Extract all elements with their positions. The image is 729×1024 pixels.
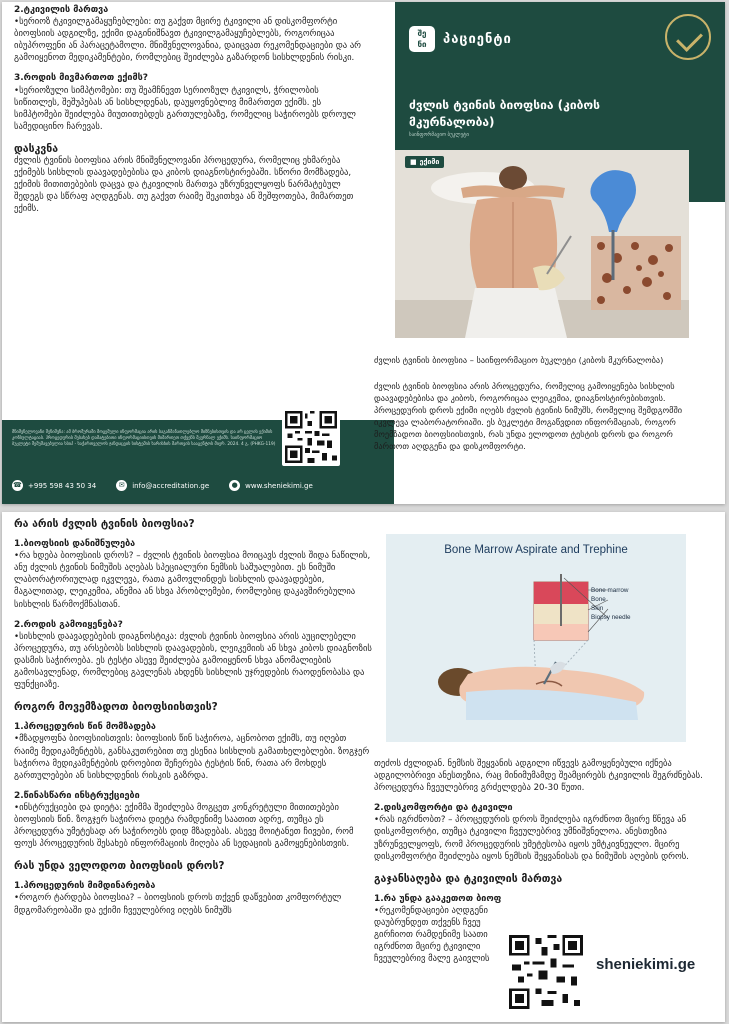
legal-notice: მნიშვნელოვანი შენიშვნა: ამ ბროშურაში მოცემული ინფორმაცია არის საგანმანათლებლო მიზნებისთვის და არ ცვლის ექიმის კონსულტაციას. პროცედურის შესახებ დამატებითი ინფორმაციისთვის მიმართეთ თქვენს მკურნალ ექიმს. საინფორმაციო ბუკლეტი შემუშავებულია სსიპ - საქართველოს ჯანდაცვის სისტემის ხარისხის მართვის სააგენტოს მიერ. 2024. 4 გ. (PHKG-119): [12, 430, 276, 447]
s1-left-column: [14, 4, 364, 216]
heading: დასკვნა: [14, 142, 59, 155]
paragraph: თეძოს ძვლიდან. ნემსის შეყვანის ადგილი იწვევს გამოყენებული იქნება ადგილობრივი ანესთეზია, რაც მინიმუმამდე შეამცირებს ტკივილის შეგრძნებას. პროცედურა ჩვეულებრივ გრძელდება 20-30 წუთი.: [374, 759, 703, 794]
bone-marrow-diagram: [386, 534, 686, 742]
brochure-subtitle: საინფორმაციო ბუკლეტი: [409, 132, 469, 138]
location-pin-icon: ●: [229, 480, 240, 491]
email-item[interactable]: [116, 480, 209, 491]
logo-mark-icon: ■: [410, 158, 417, 166]
phone-icon: ☎: [13, 481, 22, 489]
heading: 1.ბიოფსიის დანიშნულება: [14, 539, 136, 550]
email-address: info@accreditation.ge: [132, 481, 210, 490]
website-url: www.sheniekimi.ge: [245, 481, 313, 490]
watermark-qr-code[interactable]: [506, 932, 586, 1012]
diagram-labels: [591, 586, 631, 622]
paragraph: ძვლის ტვინის ბიოფსია არის პროცედურა, რომელიც გამოიყენება სისხლის დაავადებებისა და კიბოს, როგორიცაა ლეიკემია, დიაგნოსტირებისთვის. პროცედურის დროს ექიმი იღებს ძვლის ტვინის ნიმუშს, რომელიც შემდგომში იკვლევა ლაბორატორიაში. ეს ბუკლეტი მოგაწვდით ინფორმაციას, როგორ მოემზადოთ ბიოფსიისთვის, რას უნდა ელოდოთ ტესტის დროს და როგორ მართოთ აღდგენა და დისკომფორტი.: [374, 381, 683, 451]
heading: როგორ მოვემზადოთ ბიოფსიისთვის?: [14, 701, 218, 714]
doctor-badge: [405, 156, 444, 168]
paragraph: •რეკომენდაციები აღდგენი დაუბრუნდეთ თქვენს ჩვეუ გირჩიოთ რამდენიმე საათი იგრძნოთ მცირე ტკივილი ჩვეულებრივ მალე გაივლის: [374, 905, 490, 965]
doctor-badge-label: ექიმი: [419, 158, 440, 166]
agency-emblem-icon: [665, 14, 711, 60]
paragraph: •ინსტრუქციები და დიეტა: ექიმმა შეიძლება მოგცეთ კონკრეტული მითითებები ბიოფსიის წინ. ზოგჯერ საჭიროა დიეტა რამდენიმე საათით ადრე, თუმცა ეს პროცედურა უმეტესად არ საჭიროებს დიდ მზადებას. ასევე მოიტანეთ ჩივები, რომ ფოუს პროცედურის შესახებ ინფორმაციის მიღება ან სედაციის გამოყენებისთვის.: [14, 802, 354, 850]
heading: 1.პროცედურის მიმდინარეობა: [14, 881, 156, 892]
heading: 1.რა უნდა გააკეთოთ ბიოფ: [374, 893, 502, 904]
paragraph: •როგორ ტარდება ბიოფსია? – ბიოფსიის დროს თქვენ დაწვებით კომფორტულ მდგომარეობაში და ექიმი ჩვეულებრივ იღებს ნიმუშს: [14, 893, 342, 916]
heading: გაჯანსაღება და ტკივილის მართვა: [374, 872, 563, 885]
biopsy-illustration: [395, 150, 689, 338]
heading: 3.როდის მივმართოთ ექიმს?: [14, 73, 148, 84]
label-bone-marrow: Bone marrow: [591, 587, 629, 594]
contact-row: [12, 480, 313, 491]
phone-number: +995 598 43 50 34: [28, 481, 97, 490]
heading: 2.ტკივილის მართვა: [14, 5, 109, 15]
paragraph: •სისხლის დაავადებების დიაგნოსტიკა: ძვლის ტვინის ბიოფსია არის აუცილებელი პროცედურა, თუ არსებობს სისხლის დაავადების, ლეიკემიის ან სხვა კიბოს დიაგნოზის დასმის საჭიროება. ეს ტესტი ასევე შეიძლება გამოიყენონ სხვა ანომალიების გამოსავლენად, რომლებიც გავლენას ახდენს სისხლის უჯრედების რაოდენობასა და ფუნქციაზე.: [14, 631, 372, 691]
heading: 2.წინასწარი ინსტრუქციები: [14, 790, 140, 801]
patient-back-illustration: [395, 150, 689, 338]
paragraph: •სერიოზული სიმპტომები: თუ შეამჩნევთ სერიოზულ ტკივილს, ჭრილობის სიწითლეს, შეშუპებას ან სისხლდენას, დაუყოვნებლივ მიმართეთ ექიმს. ეს სიმპტომები შეიძლება მიუთითებდეს გართულებაზე, რომელიც საჭიროებს დროულ სამედიცინო ჩარევას.: [14, 85, 356, 132]
brochure-outer-side: [2, 2, 725, 504]
website-item[interactable]: [229, 480, 313, 491]
heading: 1.პროცედურის წინ მომზადება: [14, 722, 156, 733]
paragraph: •სერიოზ ტკივილგამაყუჩებლები: თუ გაქვთ მცირე ტკივილი ან დისკომფორტი ბიოფსიის ადგილზე, ექიმი დაგინიშნავთ ტკივილგამაყუჩებლებს, როგორიცაა იბუპროფენი ან პარაცეტამოლი. მნიშვნელოვანია, დაიცვათ რეკომენდაციები და არ გამოიყენოთ მედიკამენტები, რომლებიც შეიძლება გაზარდონ სისხლდენის რისკი.: [14, 17, 362, 64]
paragraph: ძვლის ტვინის ბიოფსია არის მნიშვნელოვანი პროცედურა, რომელიც ეხმარება ექიმებს სისხლის დაავადებებისა და კიბოს დიაგნოსტირებაში. სწორი მომზადება, ექიმის მითითებების დაცვა და ტკივილის მართვა უზრუნველყოფს ნარმატებულ შედეგს და სწრაფ აღდგენას. თუ გაქვთ რაიმე შეკითხვა ან შეშფოთება, მიმართეთ ექიმს.: [14, 156, 354, 215]
paragraph: ძვლის ტვინის ბიოფსია – საინფორმაციო ბუკლეტი (კიბოს მკურნალობა): [374, 355, 664, 365]
logo-mark: შე ნი: [409, 26, 435, 52]
brochure-inner-side: [2, 512, 725, 1022]
qr-code[interactable]: [282, 408, 340, 466]
brand-name: პაციენტი: [443, 31, 512, 47]
paragraph: •რა ხდება ბიოფსიის დროს? – ძვლის ტვინის ბიოფსია მოიცავს ძვლის შიდა ნაწილის, ანუ ძვლის ტვინის ნიმუშის აღებას სპეციალური ნემსის საშუალებით. ეს ნიმუში ლაბორატორიულად იკვლევა, რათა გამოვლინდეს სისხლის დაავადებები, მაგალითად, ლეიკემია, ანემია ან სხვა პრობლემები, რომლებიც დაკავშირებულია სისხლის წარმოქმნასთან.: [14, 551, 371, 610]
contact-footer: [2, 420, 394, 504]
phone-item[interactable]: [12, 480, 96, 491]
heading: 2.დისკომფორტი და ტკივილი: [374, 803, 513, 814]
paragraph: •რას იგრძნობთ? – პროცედურის დროს შეიძლება იგრძნოთ მცირე წნევა ან დისკომფორტი, თუმცა ტკივილი ჩვეულებრივ უმნიშვნელოა. ანესთეზია უზრუნველყოფს, რომ პროცედურის უმეტესობა იყოს უმტკივნეულო. მცირე დისკომფორტი შეიძლება იყოს ნემსის შეყვანისას და ნიმუშის აღების დროს.: [374, 815, 689, 862]
label-skin: Skin: [591, 605, 604, 612]
heading: 2.როდის გამოიყენება?: [14, 619, 123, 630]
patient-logo: [409, 26, 512, 52]
label-biopsy-needle: Biopsy needle: [591, 614, 631, 621]
bone-marrow-drawing: [386, 534, 686, 742]
heading: რას უნდა ველოდოთ ბიოფსიის დროს?: [14, 860, 225, 873]
s1-right-column: [374, 354, 704, 452]
paragraph: •მზადყოფნა ბიოფსიისთვის: ბიოფსიის წინ საჭიროა, აცნობოთ ექიმს, თუ იღებთ რაიმე მედიკამენტებს, განსაკუთრებით თუ ესენია სისხლის გამათხელებლები. ზოგჯერ საჭიროა მედიკამენტების დროებით შეჩერება ტესტის წინ, რათა არ მოხდეს გართულებები ან სისხლდენის რისკის გაზრდა.: [14, 734, 370, 781]
brochure-title: ძვლის ტვინის ბიოფსია (კიბოს მკურნალობა): [409, 98, 600, 129]
heading: რა არის ძვლის ტვინის ბიოფსია?: [14, 518, 195, 530]
s2-left-column: [14, 518, 372, 917]
email-icon: ✉: [116, 480, 127, 491]
label-bone: Bone: [591, 596, 606, 603]
diagram-title: Bone Marrow Aspirate and Trephine: [444, 544, 628, 556]
website-watermark: sheniekimi.ge: [596, 956, 696, 973]
